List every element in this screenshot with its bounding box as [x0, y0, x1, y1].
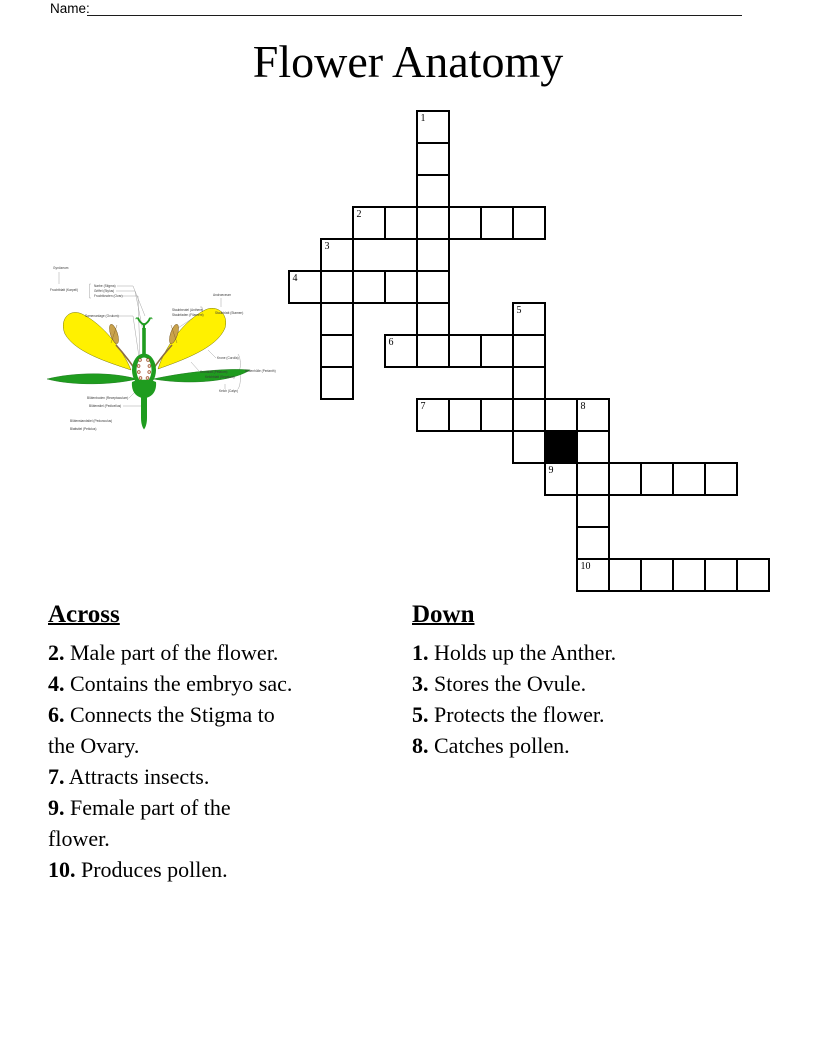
petal-right	[158, 308, 226, 369]
grid-cell-number: 10	[580, 560, 591, 572]
grid-cell	[704, 558, 738, 592]
clue-text-cont: flower.	[48, 826, 110, 851]
grid-cell-number: 7	[420, 400, 426, 412]
clue-text: Catches pollen.	[434, 733, 570, 758]
grid-cell	[640, 558, 674, 592]
diagram-label: Fruchtknoten (Ovar)	[94, 294, 123, 298]
grid-cell	[416, 174, 450, 208]
grid-cell	[512, 206, 546, 240]
diagram-label: Staubfaden (Filament)	[172, 313, 204, 317]
grid-cell	[384, 206, 418, 240]
grid-cell	[480, 334, 514, 368]
grid-cell	[320, 238, 354, 272]
grid-cell	[448, 206, 482, 240]
clue-number: 6.	[48, 702, 65, 727]
clue-text: Male part of the flower.	[70, 640, 279, 665]
diagram-label: Samenanlage (Ovulum)	[85, 314, 119, 318]
grid-cell	[512, 366, 546, 400]
grid-cell	[416, 238, 450, 272]
diagram-label: Kelchblatt (Sepalum)	[205, 375, 235, 379]
grid-cell	[640, 462, 674, 496]
grid-cell	[544, 462, 578, 496]
grid-cell	[384, 270, 418, 304]
grid-cell-number: 3	[324, 240, 330, 252]
name-blank-line	[87, 0, 742, 16]
grid-cell-black	[544, 430, 578, 464]
grid-cell	[512, 302, 546, 336]
grid-cell-number: 9	[548, 464, 554, 476]
grid-cell	[672, 558, 706, 592]
diagram-label: Griffel (Stylus)	[94, 289, 115, 293]
grid-cell	[320, 334, 354, 368]
clue-down-8	[412, 730, 804, 761]
grid-cell	[416, 206, 450, 240]
grid-cell	[416, 142, 450, 176]
grid-cell	[576, 398, 610, 432]
grid-cell-number: 5	[516, 304, 522, 316]
grid-cell	[320, 366, 354, 400]
grid-cell	[576, 526, 610, 560]
grid-cell	[576, 430, 610, 464]
clue-down-1	[412, 637, 804, 668]
grid-cell	[608, 558, 642, 592]
diagram-label: Staubblatt (Stamen)	[215, 311, 244, 315]
grid-cell	[512, 398, 546, 432]
grid-cell	[576, 558, 610, 592]
diagram-label: Blattstiel (Petiolus)	[70, 427, 97, 431]
grid-cell	[576, 494, 610, 528]
grid-cell	[480, 206, 514, 240]
grid-cell	[448, 398, 482, 432]
down-heading: Down	[412, 601, 475, 628]
grid-cell	[704, 462, 738, 496]
diagram-label: Gynözeum	[53, 266, 69, 270]
clue-across-9	[48, 792, 382, 854]
clue-across-7	[48, 761, 382, 792]
receptacle	[132, 380, 156, 398]
diagram-label: Fruchtblatt (Karpell)	[50, 288, 78, 292]
grid-cell	[480, 398, 514, 432]
crossword-grid	[288, 110, 770, 592]
grid-cell	[416, 270, 450, 304]
clue-text: Holds up the Anther.	[434, 640, 617, 665]
clue-across-6	[48, 699, 382, 761]
across-heading: Across	[48, 601, 120, 628]
across-clues-section	[48, 600, 382, 885]
clue-number: 9.	[48, 795, 65, 820]
grid-cell	[512, 430, 546, 464]
clue-down-3	[412, 668, 804, 699]
grid-cell	[288, 270, 322, 304]
diagram-label: Kelch (Calyx)	[219, 389, 238, 393]
clue-text-cont: the Ovary.	[48, 733, 140, 758]
grid-cell	[448, 334, 482, 368]
grid-cell-number: 8	[580, 400, 586, 412]
diagram-label: Blütenboden (Receptaculum)	[87, 396, 129, 400]
grid-cell	[320, 302, 354, 336]
clue-number: 10.	[48, 857, 76, 882]
clue-text: Female part of the	[70, 795, 231, 820]
grid-cell	[384, 334, 418, 368]
diagram-label: Staubbeutel (Anthere)	[172, 308, 204, 312]
clue-number: 8.	[412, 733, 429, 758]
clue-number: 5.	[412, 702, 429, 727]
grid-cell-number: 1	[420, 112, 426, 124]
pistil	[132, 318, 156, 387]
page-title: Flower Anatomy	[252, 36, 564, 87]
clue-number: 4.	[48, 671, 65, 696]
name-label: Name:	[50, 1, 90, 16]
down-clues-section	[412, 600, 804, 761]
grid-cell	[352, 206, 386, 240]
clue-number: 7.	[48, 764, 65, 789]
clue-number: 1.	[412, 640, 429, 665]
clue-text: Protects the flower.	[434, 702, 605, 727]
diagram-label: Androeceum	[213, 293, 232, 297]
grid-cell-number: 6	[388, 336, 394, 348]
diagram-label: Narbe (Stigma)	[94, 284, 116, 288]
clue-number: 3.	[412, 671, 429, 696]
clue-text: Contains the embryo sac.	[70, 671, 293, 696]
clue-text: Produces pollen.	[81, 857, 228, 882]
clue-text: Connects the Stigma to	[70, 702, 275, 727]
clue-across-10	[48, 854, 382, 885]
clue-number: 2.	[48, 640, 65, 665]
stem	[141, 397, 147, 430]
diagram-label: Blütenstandstiel (Pedunculus)	[70, 419, 113, 423]
grid-cell	[416, 398, 450, 432]
diagram-label: Blütenhülle (Perianth)	[245, 369, 276, 373]
grid-cell	[736, 558, 770, 592]
grid-cell	[416, 334, 450, 368]
sepal-left	[47, 374, 137, 384]
grid-cell-number: 2	[356, 208, 362, 220]
grid-cell	[512, 334, 546, 368]
clue-text: Stores the Ovule.	[434, 671, 587, 696]
grid-cell	[416, 110, 450, 144]
diagram-label: Kronblatt (Petalum)	[200, 370, 228, 374]
grid-cell	[544, 398, 578, 432]
clue-across-4	[48, 668, 382, 699]
grid-cell	[608, 462, 642, 496]
clue-across-2	[48, 637, 382, 668]
clue-text: Attracts insects.	[68, 764, 210, 789]
grid-cell	[672, 462, 706, 496]
grid-cell	[320, 270, 354, 304]
flower-anatomy-diagram	[45, 258, 280, 433]
grid-cell	[416, 302, 450, 336]
grid-cell	[352, 270, 386, 304]
clue-down-5	[412, 699, 804, 730]
petal-left	[63, 312, 131, 370]
grid-cell	[576, 462, 610, 496]
grid-cell-number: 4	[292, 272, 298, 284]
stigma-part	[136, 318, 152, 332]
diagram-label: Krone (Corolla)	[217, 356, 239, 360]
diagram-label: Blütenstiel (Pedicellus)	[89, 404, 122, 408]
